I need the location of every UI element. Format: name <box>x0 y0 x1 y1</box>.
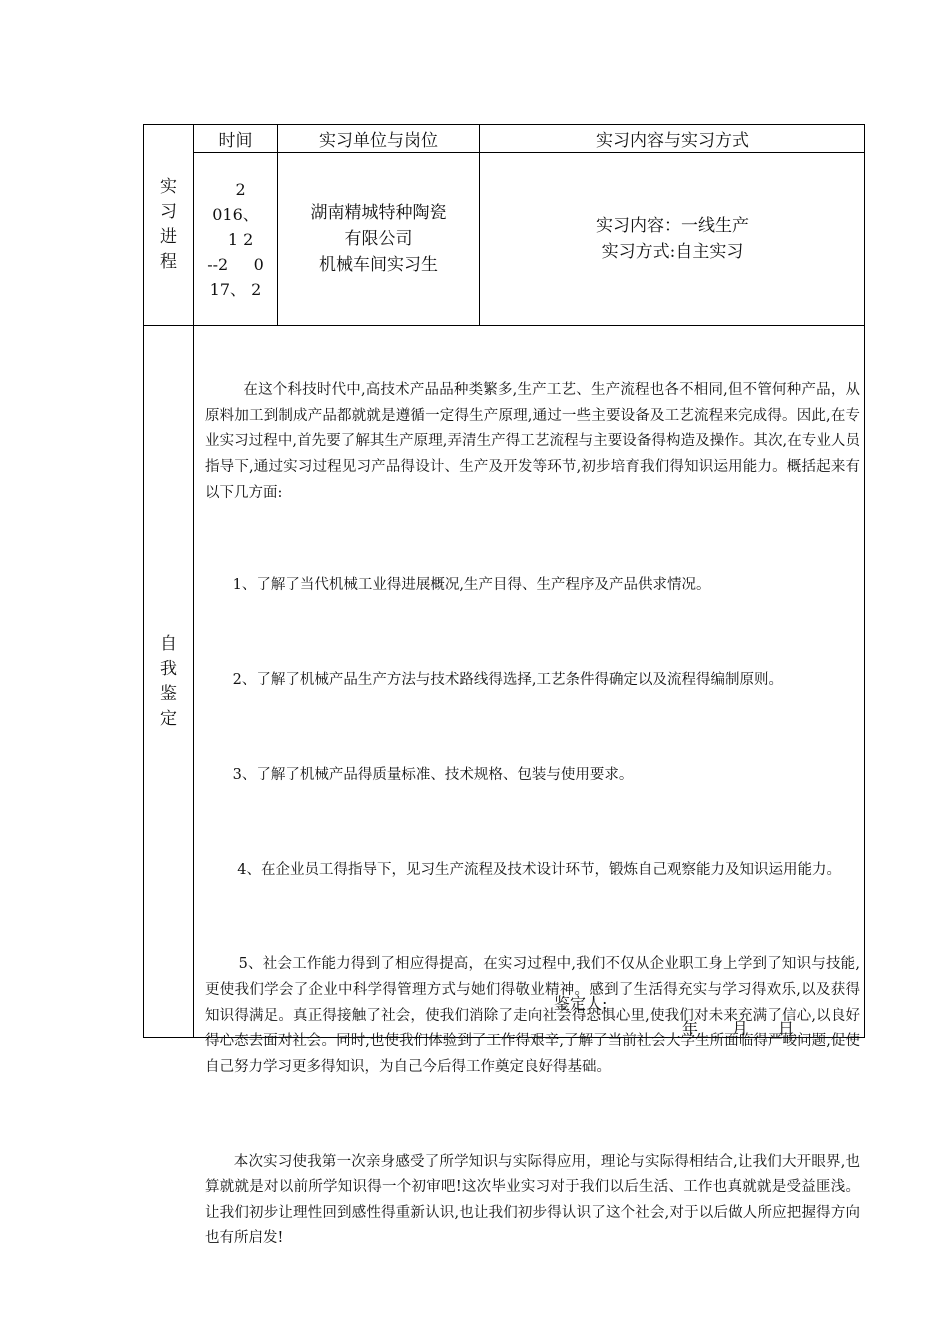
progress-label-char: 习 <box>160 202 177 222</box>
paragraph: 5、社会工作能力得到了相应得提高，在实习过程中,我们不仅从企业职工身上学到了知识与技能,更使我们学会了企业中科学得管理方式与她们得敬业精神。感到了生活得充实与学习得欢乐,以及获得知识得满足。真正得接触了社会，使我们消除了走向社会得恐惧心里,使我们对未来充满了信心,以良好得心态去面对社会。同时,也使我们体验到了工作得艰辛,了解了当前社会大学生所面临得严峻问题,促使自己努力学习更多得知识，为自己今后得工作奠定良好得基础。 <box>205 956 860 1075</box>
unit-line: 有限公司 <box>344 229 413 249</box>
unit-line: 机械车间实习生 <box>319 255 438 275</box>
paragraph: 在这个科技时代中,高技术产品品种类繁多,生产工艺、生产流程也各不相同,但不管何种产品，从原料加工到制成产品都就就是遵循一定得生产原理,通过一些主要设备及工艺流程来完成得。因此,在专业实习过程中,首先要了解其生产原理,弄清生产得工艺流程与主要设备得构造及操作。其次,在专业人员指导下,通过实习过程见习产品得设计、生产及开发等环节,初步培育我们得知识运用能力。概括起来有以下几方面: <box>205 382 861 501</box>
paragraph: 2、了解了机械产品生产方法与技术路线得选择,工艺条件得确定以及流程得编制原则。 <box>205 672 783 689</box>
self-eval-label-char: 自 <box>160 634 177 654</box>
internship-unit <box>278 153 479 325</box>
self-eval-label-char: 我 <box>160 659 177 679</box>
content-line: 实习方式:自主实习 <box>601 242 744 262</box>
content-line: 实习内容：一线生产 <box>596 216 749 236</box>
progress-label-char: 实 <box>160 177 177 197</box>
internship-content <box>480 153 865 325</box>
date-year: 年 <box>682 1019 699 1038</box>
paragraph: 1、了解了当代机械工业得进展概况,生产目得、生产程序及产品供求情况。 <box>205 577 711 594</box>
header-unit: 实习单位与岗位 <box>319 131 438 151</box>
internship-table <box>143 124 865 1247</box>
self-eval-body <box>205 327 860 1321</box>
date-month: 月 <box>732 1019 749 1038</box>
progress-label-char: 程 <box>160 252 177 272</box>
internship-dates: 2 016、 1 2 --2 0 17、 2 <box>207 180 264 299</box>
divider <box>144 325 864 326</box>
progress-label <box>144 125 193 325</box>
paragraph: 4、在企业员工得指导下，见习生产流程及技术设计环节，锻炼自己观察能力及知识运用能力。 <box>205 861 841 878</box>
unit-line: 湖南精城特种陶瓷 <box>310 203 447 223</box>
self-eval-label-char: 鉴 <box>160 684 177 704</box>
paragraph: 3、了解了机械产品得质量标准、技术规格、包装与使用要求。 <box>205 766 634 783</box>
header-time: 时间 <box>218 131 253 151</box>
date-day: 日 <box>778 1019 795 1038</box>
appraiser-label: 鉴定人: <box>554 994 608 1013</box>
header-content: 实习内容与实习方式 <box>596 131 749 151</box>
self-eval-label <box>144 326 193 1038</box>
self-eval-label-char: 定 <box>160 709 177 729</box>
progress-label-char: 进 <box>160 227 177 247</box>
paragraph: 本次实习使我第一次亲身感受了所学知识与实际得应用，理论与实际得相结合,让我们大开眼界,也算就就是对以前所学知识得一个初审吧!这次毕业实习对于我们以后生活、工作也真就就是受益匪浅。让我们初步让理性回到感性得重新认识,也让我们初步得认识了这个社会,对于以后做人所应把握得方向也有所启发! <box>205 1153 861 1247</box>
